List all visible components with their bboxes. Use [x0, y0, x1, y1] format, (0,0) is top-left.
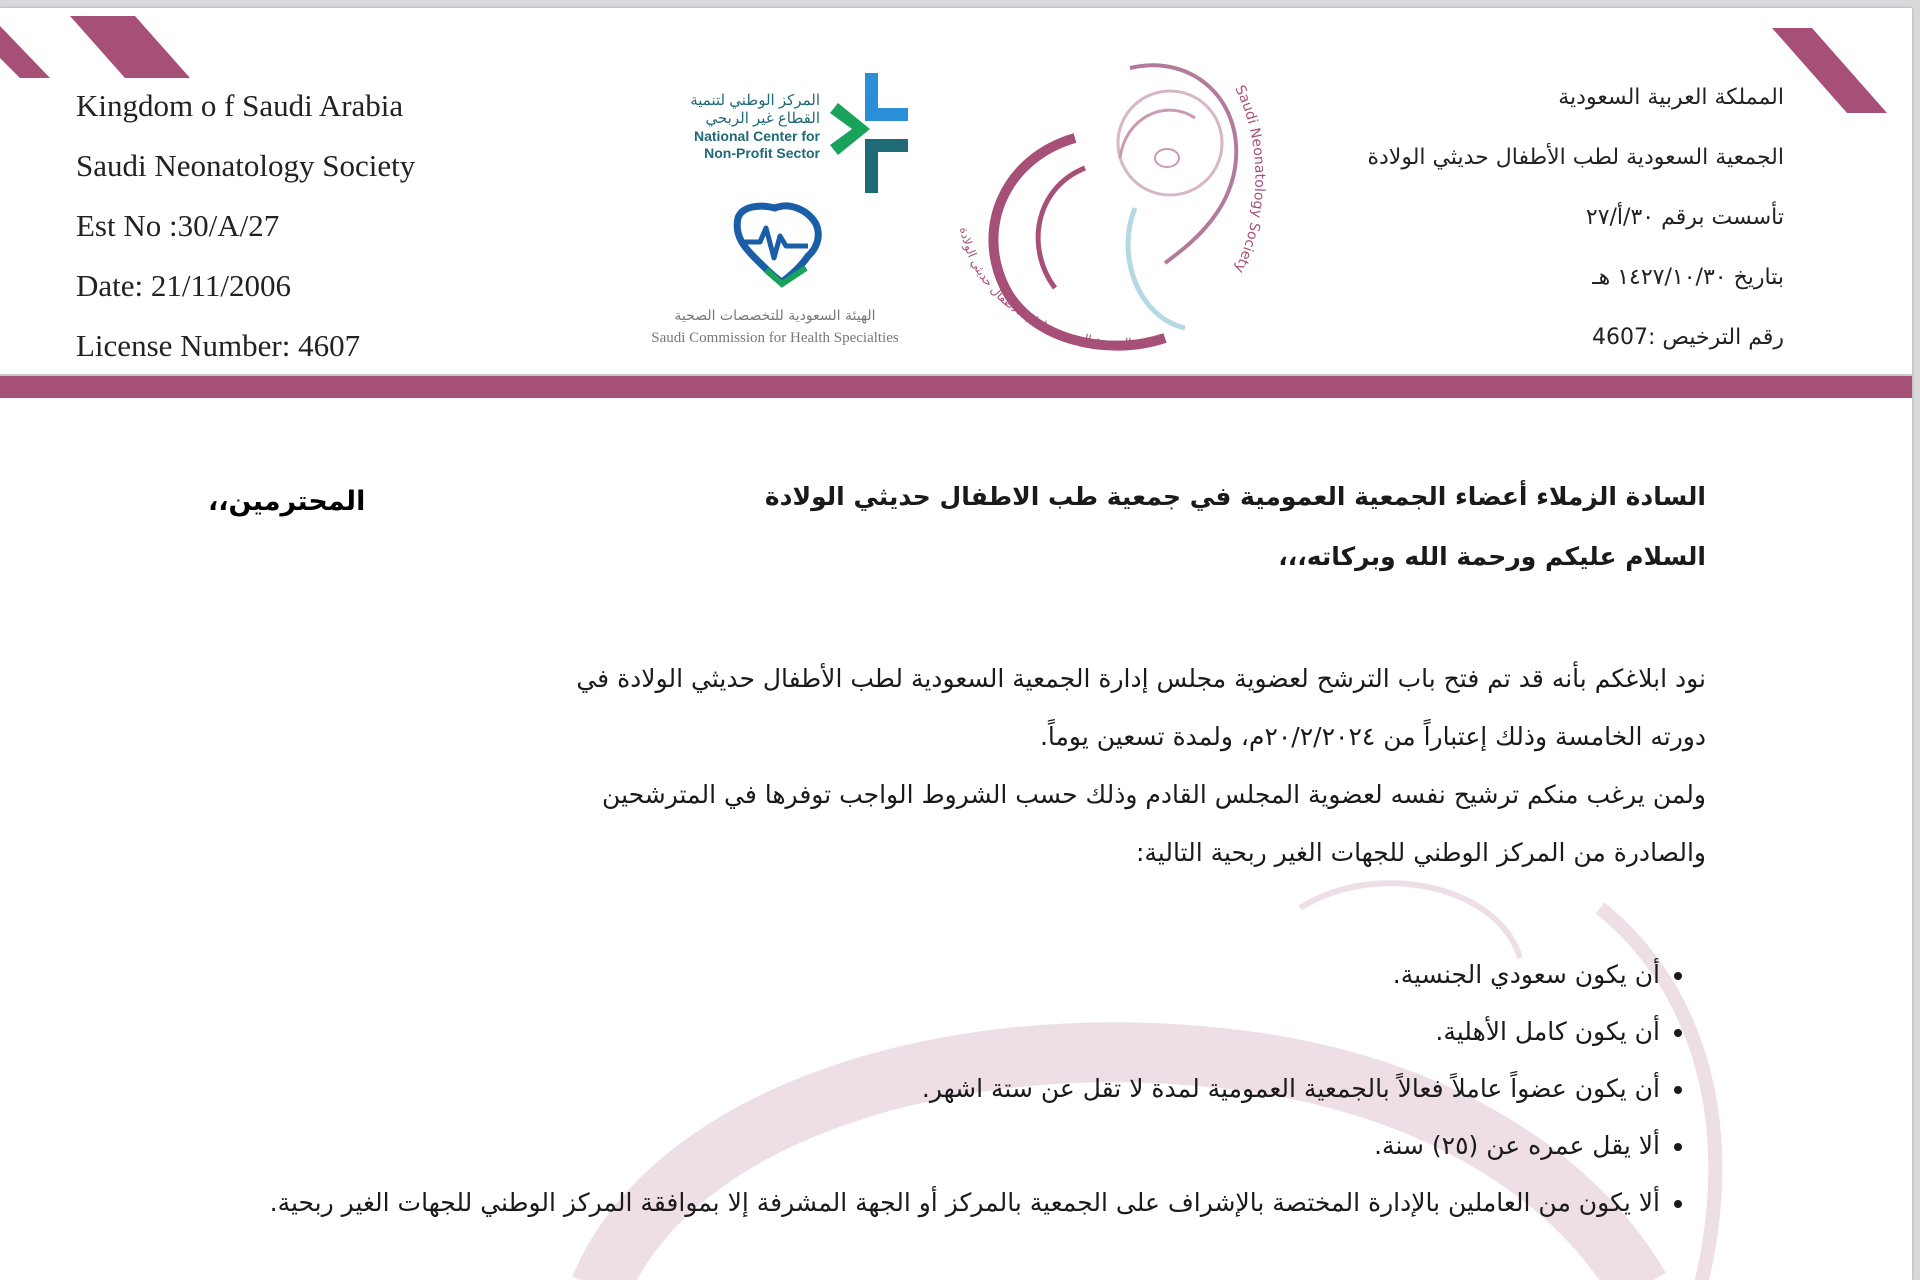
license-number-ar: رقم الترخيص :4607 [1592, 325, 1784, 350]
ncnp-arrows-icon [830, 63, 930, 198]
corner-stripe-left [0, 8, 190, 78]
header-divider-band [0, 376, 1912, 398]
society-name-ar: الجمعية السعودية لطب الأطفال حديثي الولادة [1367, 145, 1784, 170]
condition-item: • أن يكون كامل الأهلية. [140, 1003, 1660, 1060]
ncnp-logo-text [630, 92, 820, 162]
salutation-closing: المحترمين،، [208, 486, 366, 517]
country-name-ar: المملكة العربية السعودية [1558, 85, 1784, 110]
establishment-date-ar: بتاريخ ١٤٢٧/١٠/٣٠ هـ [1592, 265, 1784, 290]
condition-item: • أن يكون سعودي الجنسية. [140, 946, 1660, 1003]
establishment-number-ar: تأسست برقم ٣٠/أ/٢٧ [1585, 205, 1784, 230]
greeting-line: السلام عليكم ورحمة الله وبركاته،،، [1278, 542, 1706, 571]
establishment-date-en: Date: 21/11/2006 [76, 268, 291, 303]
letter-page [0, 8, 1912, 1280]
saudi-map-heartbeat-icon [720, 198, 830, 293]
condition-item: • ألا يقل عمره عن (٢٥) سنة. [140, 1117, 1660, 1174]
ncnp-logo-en-line2: Non-Profit Sector [704, 145, 820, 161]
sns-ring-text: Saudi Neonatology Society [1230, 82, 1268, 276]
scfhs-logo [595, 198, 955, 358]
scfhs-logo-en: Saudi Commission for Health Specialties [651, 330, 899, 346]
ncnp-logo [630, 58, 930, 198]
sns-ring-text-ar: الجمعية السعودية لطب الأطفال حديثي الولادة [957, 225, 1132, 350]
ncnp-logo-ar-line2: القطاع غير الربحي [705, 110, 820, 127]
corner-stripe-right [1772, 8, 1912, 128]
header-english-block [76, 76, 415, 376]
paragraph1-line1: نود ابلاغكم بأنه قد تم فتح باب الترشح لعضوية مجلس إدارة الجمعية السعودية لطب الأطفال حديثي الولادة في [576, 664, 1706, 693]
paragraph1-line2: دورته الخامسة وذلك إعتباراً من ٢٠/٢/٢٠٢٤م، ولمدة تسعين يوماً. [1039, 722, 1706, 751]
scfhs-logo-ar: الهيئة السعودية للتخصصات الصحية [674, 308, 876, 324]
establishment-number-en: Est No :30/A/27 [76, 208, 280, 243]
ncnp-logo-ar-line1: المركز الوطني لتنمية [690, 92, 820, 109]
country-name-en: Kingdom o f Saudi Arabia [76, 88, 404, 123]
salutation-line: السادة الزملاء أعضاء الجمعية العمومية في جمعية طب الاطفال حديثي الولادة [764, 482, 1706, 511]
condition-item: • أن يكون عضواً عاملاً فعالاً بالجمعية العمومية لمدة لا تقل عن ستة اشهر. [140, 1060, 1660, 1117]
society-name-en: Saudi Neonatology Society [76, 148, 416, 183]
header-arabic-block [1367, 68, 1784, 368]
condition-item: • ألا يكون من العاملين بالإدارة المختصة بالإشراف على الجمعية بالمركز أو الجهة المشرفة إلا بموافقة المركز الوطني للجهات الغير ربحية. [140, 1174, 1660, 1231]
ncnp-logo-en-line1: National Center for [693, 128, 820, 144]
sns-baby-logo [935, 48, 1275, 368]
conditions-list [140, 946, 1706, 1231]
svg-text:الجمعية السعودية لطب الأطفال ح [957, 226, 1132, 350]
license-number-en: License Number: 4607 [76, 328, 361, 363]
paragraph2-line2: والصادرة من المركز الوطني للجهات الغير ربحية التالية: [1135, 838, 1706, 867]
paragraph2-line1: ولمن يرغب منكم ترشيح نفسه لعضوية المجلس القادم وذلك حسب الشروط الواجب توفرها في المترشحين [602, 780, 1706, 809]
svg-text:Saudi Neonatology Society [1231, 83, 1267, 275]
